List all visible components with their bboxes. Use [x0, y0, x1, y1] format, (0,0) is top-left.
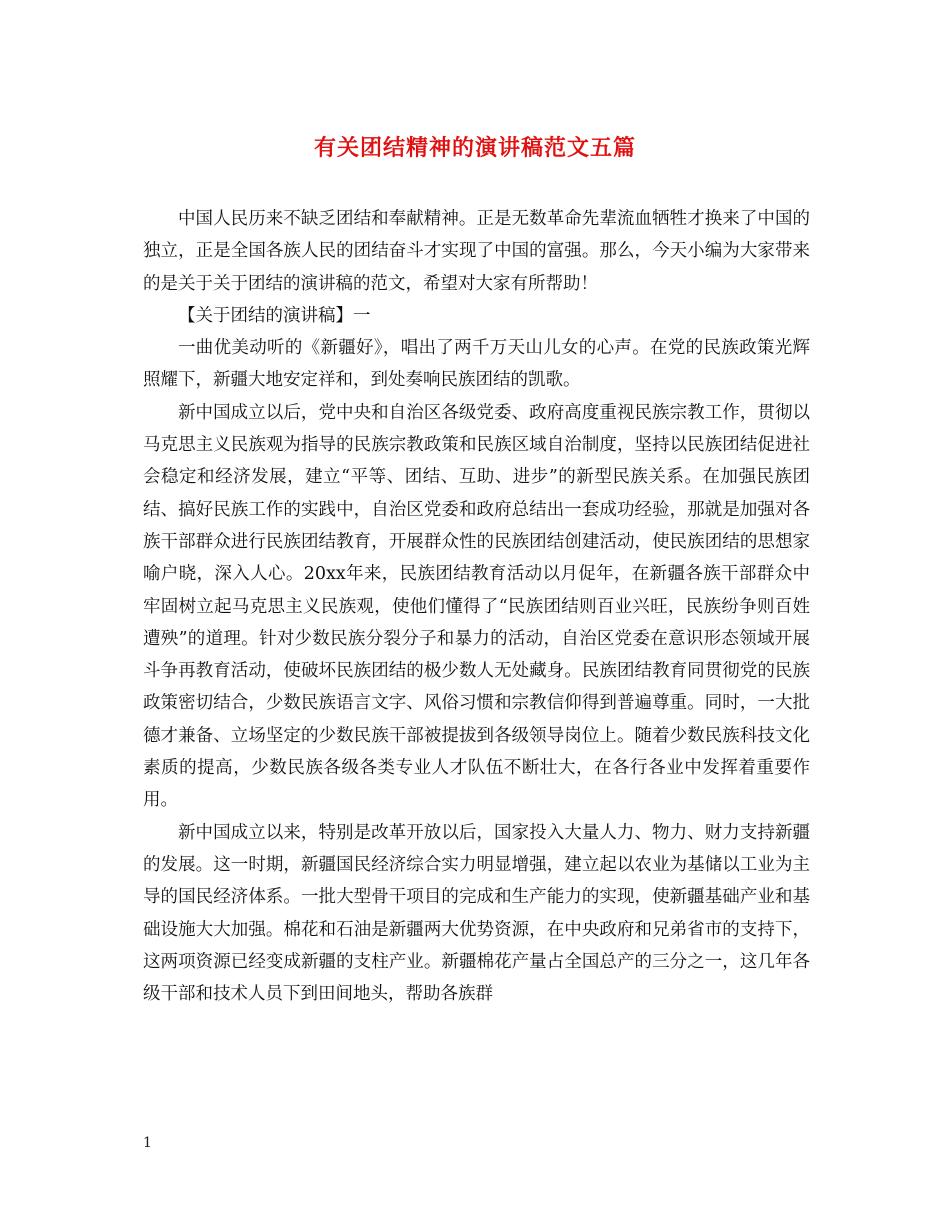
paragraph-intro: 中国人民历来不缺乏团结和奉献精神。正是无数革命先辈流血牺牲才换来了中国的独立，正是全国各族人民的团结奋斗才实现了中国的富强。那么，今天小编为大家带来的是关于关于团结的演讲稿的范文，希望对大家有所帮助！: [143, 209, 810, 294]
document-title: 有关团结精神的演讲稿范文五篇: [313, 135, 636, 161]
paragraph: 新中国成立以来，特别是改革开放以后，国家投入大量人力、物力、财力支持新疆的发展。这一时期，新疆国民经济综合实力明显增强，建立起以农业为基储以工业为主导的国民经济体系。一批大型骨干项目的完成和生产能力的实现，使新疆基础产业和基础设施大大加强。棉花和石油是新疆两大优势资源，在中央政府和兄弟省市的支持下，这两项资源已经变成新疆的支柱产业。新疆棉花产量占全国总产的三分之一，这几年各级干部和技术人员下到田间地头，帮助各族群: [143, 822, 810, 1005]
paragraph: 一曲优美动听的《新疆好》，唱出了两千万天山儿女的心声。在党的民族政策光辉照耀下，新疆大地安定祥和，到处奏响民族团结的凯歌。: [143, 338, 810, 391]
page-number: 1: [143, 1135, 152, 1151]
document-body: [143, 203, 810, 1010]
section-heading: 【关于团结的演讲稿】一: [178, 305, 371, 326]
paragraph: 新中国成立以后，党中央和自治区各级党委、政府高度重视民族宗教工作，贯彻以马克思主义民族观为指导的民族宗教政策和民族区域自治制度，坚持以民族团结促进社会稳定和经济发展，建立“平等、团结、互助、进步”的新型民族关系。在加强民族团结、搞好民族工作的实践中，自治区党委和政府总结出一套成功经验，那就是加强对各族干部群众进行民族团结教育，开展群众性的民族团结创建活动，使民族团结的思想家喻户晓，深入人心。20xx年来，民族团结教育活动以月促年，在新疆各族干部群众中牢固树立起马克思主义民族观，使他们懂得了“民族团结则百业兴旺，民族纷争则百姓遭殃”的道理。针对少数民族分裂分子和暴力的活动，自治区党委在意识形态领域开展斗争再教育活动，使破坏民族团结的极少数人无处藏身。民族团结教育同贯彻党的民族政策密切结合，少数民族语言文字、风俗习惯和宗教信仰得到普遍尊重。同时，一大批德才兼备、立场坚定的少数民族干部被提拔到各级领导岗位上。随着少数民族科技文化素质的提高，少数民族各级各类专业人才队伍不断壮大，在各行各业中发挥着重要作用。: [143, 402, 810, 811]
